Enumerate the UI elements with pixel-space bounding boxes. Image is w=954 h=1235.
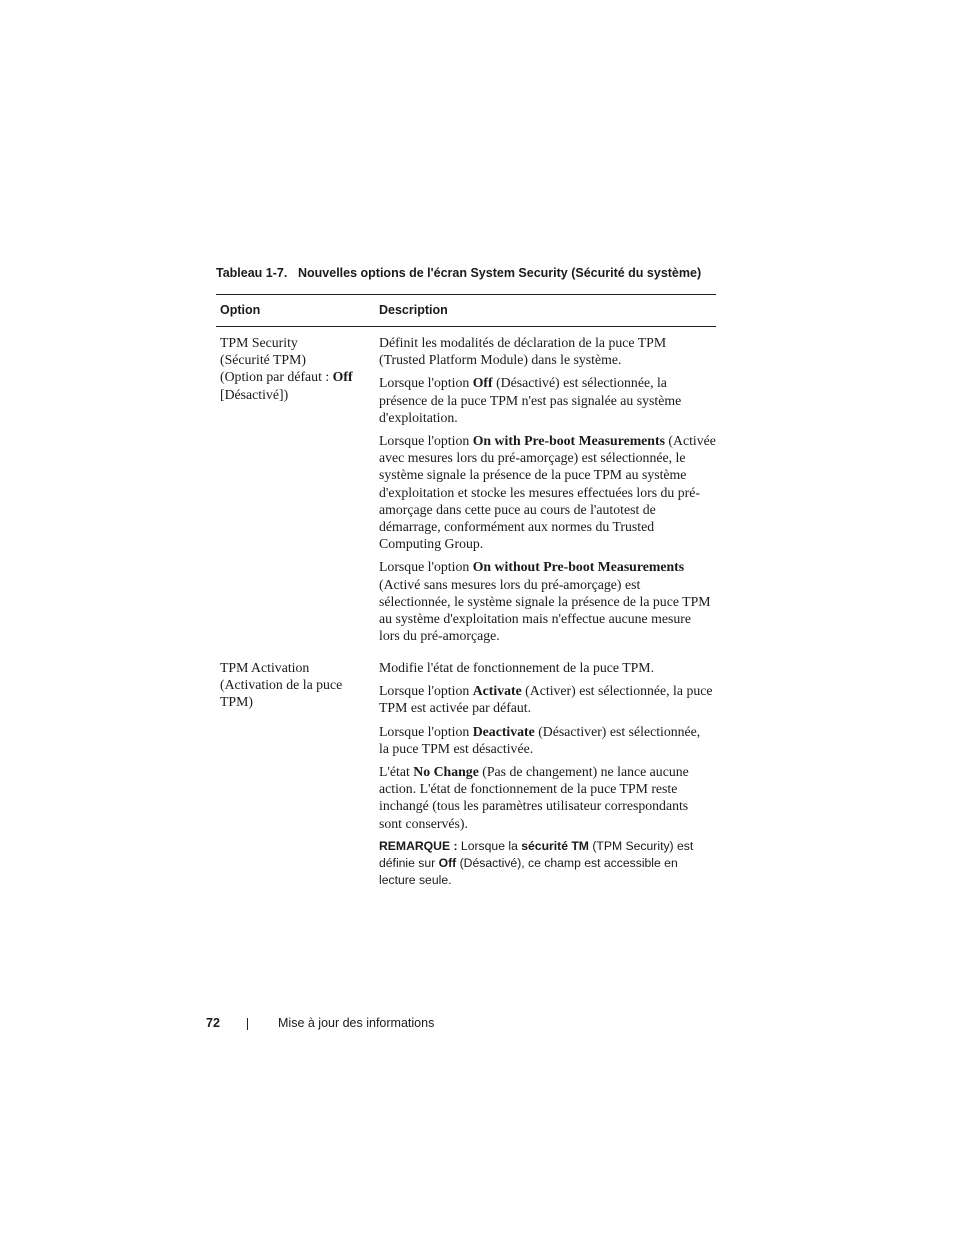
- paragraph: Lorsque l'option On without Pre-boot Measurements (Activé sans mesures lors du pré-amorçage) est sélectionnée, le système signale la présence de la puce TPM au système d'exploitation mais n'effectue aucune mesure lors du pré-amorçage.: [379, 559, 711, 644]
- header-description: Description: [379, 303, 448, 317]
- paragraph: L'état No Change (Pas de changement) ne lance aucune action. L'état de fonctionnement de la puce TPM reste inchangé (tous les paramètres utilisateur correspondants sont conservés).: [379, 764, 689, 831]
- row-tpm-activation-description: [379, 659, 719, 889]
- note: REMARQUE : Lorsque la sécurité TM (TPM Security) est définie sur Off (Désactivé), ce champ est accessible en lecture seule.: [379, 838, 694, 887]
- paragraph: Définit les modalités de déclaration de la puce TPM (Trusted Platform Module) dans le système.: [379, 335, 667, 368]
- note-label: REMARQUE :: [379, 838, 458, 853]
- paragraph: Lorsque l'option Off (Désactivé) est sélectionnée, la présence de la puce TPM n'est pas signalée au système d'exploitation.: [379, 375, 682, 425]
- table-top-rule: [216, 294, 716, 295]
- table-title: Nouvelles options de l'écran System Security (Sécurité du système): [298, 266, 702, 280]
- header-option: Option: [220, 303, 261, 317]
- row-tpm-activation-option: TPM Activation (Activation de la puce TPM): [220, 660, 343, 710]
- footer-title: Mise à jour des informations: [278, 1016, 435, 1030]
- table-number: Tableau 1-7.: [216, 266, 288, 280]
- table-header-rule: [216, 326, 716, 327]
- page-number: 72: [206, 1016, 220, 1030]
- paragraph: Lorsque l'option On with Pre-boot Measurements (Activée avec mesures lors du pré-amorçage) est sélectionnée, le système signale la présence de la puce TPM au système d'exploitation et stocke les mesures effectuées lors du pré- amorçage dans cette puce au cours de l'autotest de démarrage, conformément aux normes du Trusted Computing Group.: [379, 433, 716, 552]
- row-tpm-security-option: TPM Security (Sécurité TPM) (Option par défaut : Off [Désactivé]): [220, 335, 353, 402]
- row-tpm-security-description: [379, 334, 719, 650]
- paragraph: Lorsque l'option Activate (Activer) est sélectionnée, la puce TPM est activée par défaut.: [379, 683, 713, 716]
- paragraph: Modifie l'état de fonctionnement de la puce TPM.: [379, 660, 655, 675]
- table-caption: [216, 266, 701, 280]
- paragraph: Lorsque l'option Deactivate (Désactiver) est sélectionnée, la puce TPM est désactivée.: [379, 723, 701, 756]
- footer-separator: [247, 1018, 248, 1030]
